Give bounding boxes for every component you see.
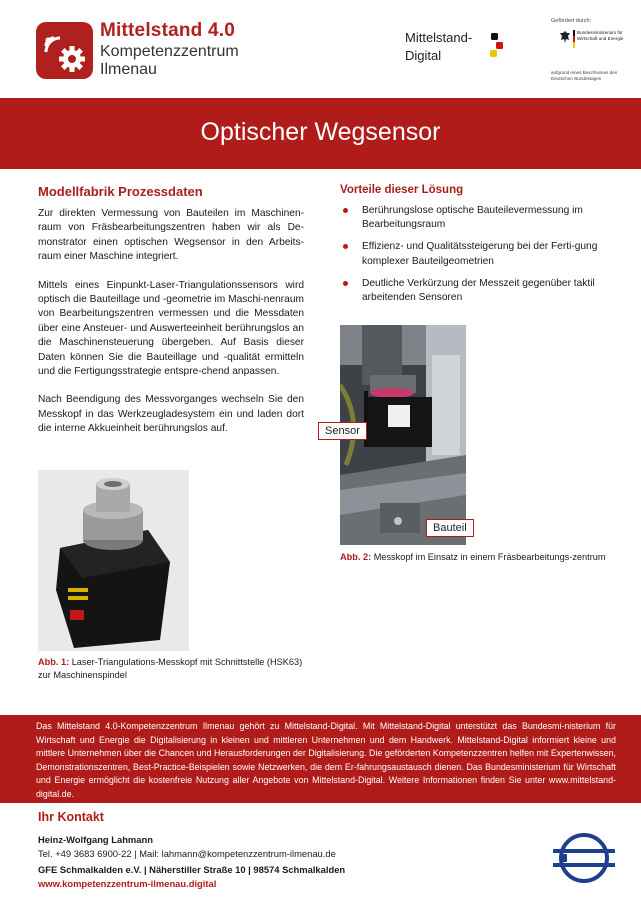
funding-note: aufgrund eines Beschlusses des Deutschen Bundestages [551, 70, 618, 81]
paragraph-3: Nach Beendigung des Messvorganges wechseln Sie den Messkopf in das Werkzeugladesystem ein und laden dort die interne Akkueinheit berührungslos auf. [38, 394, 304, 435]
brand-subtitle: Kompetenzzentrum [100, 43, 239, 60]
paragraph-2: Mittels eines Einpunkt-Laser-Triangulationssensors wird optisch die Bauteillage und -geometrie im Maschi-nenraum von Bearbeitungszentren vermessen und die Messdaten über eine Ansteuer- und Auswerteeinheit berührungslos an die Maschinensteuerung übergeben. Auf Basis dieser Daten können Sie die Bauteillage und -qualität ermitteln und die Fertigungsstrategie entspre-chend anpassen. [38, 279, 304, 378]
list-item-text: Berührungslose optische Bauteilevermessung im Bearbeitungsraum [362, 205, 583, 231]
right-column [340, 184, 610, 313]
md-dots-icon [487, 33, 503, 59]
list-item [340, 277, 610, 305]
list-item-text: Effizienz- und Qualitätssteigerung bei der Ferti-gung komplexer Bauteilgeometrien [362, 241, 598, 267]
bullet-icon [343, 281, 348, 286]
bauteil-callout: Bauteil [426, 519, 474, 537]
brand-location: Ilmenau [100, 61, 157, 78]
sensor-head-photo [38, 470, 189, 651]
sensor-callout: Sensor [318, 422, 367, 440]
advantages-heading: Vorteile dieser Lösung [340, 184, 464, 196]
list-item [340, 204, 610, 232]
ministry-name: Bundesministerium für Wirtschaft und Energie [577, 30, 624, 41]
md-logo-line2: Digital [405, 48, 442, 63]
figure-1-caption [38, 656, 308, 682]
contact-name: Heinz-Wolfgang Lahmann [38, 834, 153, 845]
funding-label: Gefördert durch: [551, 18, 592, 24]
figure-1-label: Abb. 1: [38, 657, 70, 667]
paragraph-1: Zur direkten Vermessung von Bauteilen im Maschinen-raum von Fräsbearbeitungszentren haben wir als De-monstrator einen optischen Wegsensor in den Arbeits-raum einer Maschine integriert. [38, 208, 304, 263]
contact-url-link[interactable]: www.kompetenzzentrum-ilmenau.digital [38, 878, 217, 889]
mittelstand-digital-logo [405, 30, 505, 66]
info-band [0, 715, 641, 803]
eagle-icon [559, 30, 571, 44]
list-item [340, 240, 610, 268]
advantages-list [340, 204, 610, 305]
header [0, 0, 641, 98]
left-column [38, 184, 304, 451]
figure-2-caption [340, 551, 610, 564]
list-item-text: Deutliche Verkürzung der Messzeit gegenüber taktil arbeitenden Sensoren [362, 277, 595, 304]
kompetenzzentrum-logo [36, 22, 93, 79]
figure-2-label: Abb. 2: [340, 552, 372, 562]
md-logo-line1: Mittelstand- [405, 30, 473, 45]
info-text: Das Mittelstand 4.0-Kompetenzzentrum Ilmenau gehört zu Mittelstand-Digital. Mit Mittelstand-Digital unterstützt das Bundesmi-nisterium für Wirtschaft und Energie die Digitalisierung in kleinen und mittleren Unternehmen und dem Handwerk. Mittelstand-Digital informiert kleine und mittlere Unternehmen über die Chancen und Herausforderungen der Digitalisierung. Die geförderten Kompetenzzentren helfen mit Expertenwissen, Demonstrationszentren, Best-Practice-Beispielen sowie Netzwerken, die dem Er-fahrungsaustausch dienen. Das Bundesministerium für Wirtschaft und Energie ermöglicht die kostenfreie Nutzung aller Angebote von Mittelstand-Digital. Weitere Informationen finden Sie unter www.mittelstand-digital.de. [36, 721, 616, 799]
page-title: Optischer Wegsensor [200, 118, 441, 146]
ministry-logo [551, 18, 631, 84]
bullet-icon [343, 208, 348, 213]
contact-heading: Ihr Kontakt [38, 810, 104, 824]
contact-phone-mail: Tel. +49 3683 6900-22 | Mail: lahmann@kompetenzzentrum-ilmenau.de [38, 848, 336, 859]
flag-icon [573, 30, 575, 48]
figure-1-text: Laser-Triangulations-Messkopf mit Schnittstelle (HSK63) zur Maschinenspindel [38, 657, 303, 680]
bullet-icon [343, 244, 348, 249]
contact-company: GFE Schmalkalden e.V. | Näherstiller Straße 10 | 98574 Schmalkalden [38, 864, 346, 875]
gfe-logo [553, 830, 615, 886]
section-heading: Modellfabrik Prozessdaten [38, 184, 203, 199]
title-band [0, 98, 641, 169]
figure-2-text: Messkopf im Einsatz in einem Fräsbearbeitungs-zentrum [371, 552, 606, 562]
brand-title: Mittelstand 4.0 [100, 20, 235, 41]
